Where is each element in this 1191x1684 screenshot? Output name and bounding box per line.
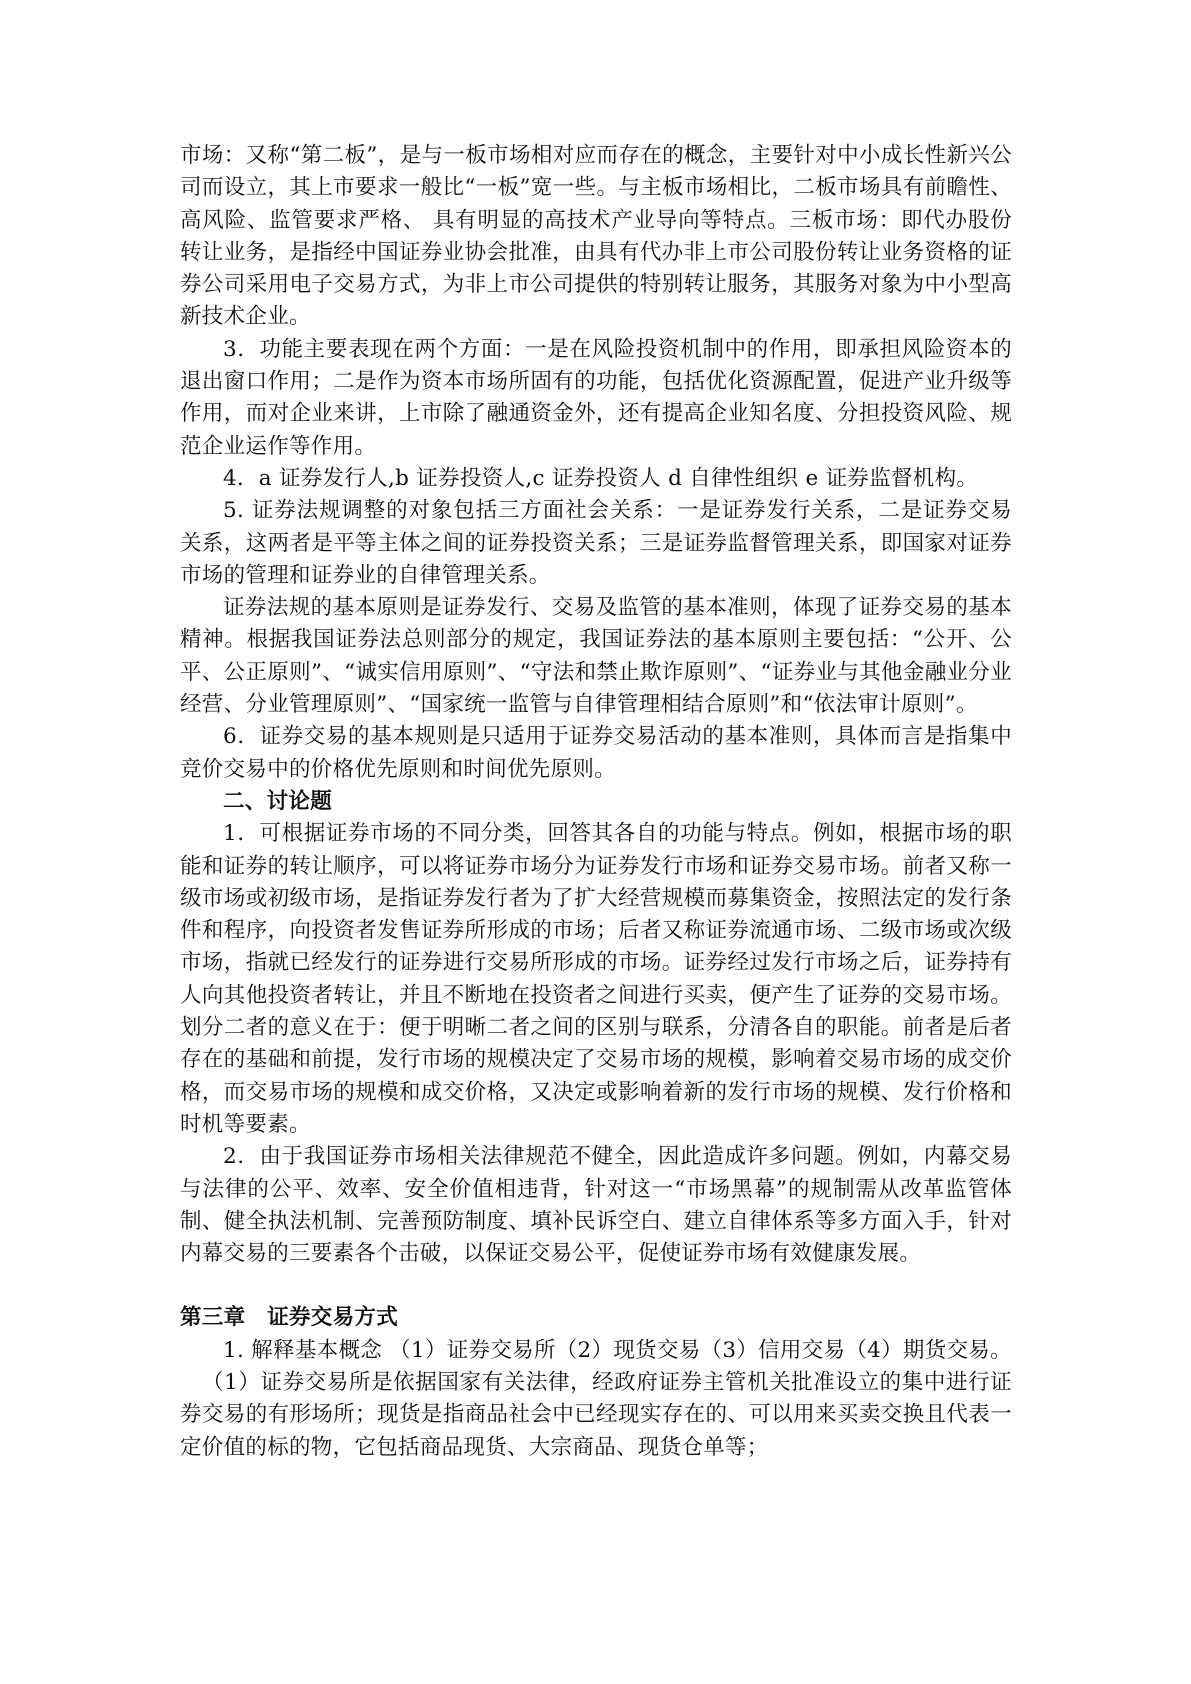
document-page	[180, 140, 1012, 1464]
paragraph-answer-3: 3．功能主要表现在两个方面：一是在风险投资机制中的作用，即承担风险资本的退出窗口作用；二是作为资本市场所固有的功能，包括优化资源配置，促进产业升级等作用，而对企业来讲，上市除了融通资金外，还有提高企业知名度、分担投资风险、规范企业运作等作用。	[180, 336, 1012, 459]
paragraph-answer-4: 4．a 证券发行人,b 证券投资人,c 证券投资人 d 自律性组织 e 证券监督机构。	[223, 465, 979, 491]
paragraph-discussion-1: 1．可根据证券市场的不同分类，回答其各自的功能与特点。例如，根据市场的职能和证券的转让顺序，可以将证券市场分为证券发行市场和证券交易市场。前者又称一级市场或初级市场，是指证券发行者为了扩大经营规模而募集资金，按照法定的发行条件和程序，向投资者发售证券所形成的市场；后者又称证券流通市场、二级市场或次级市场，指就已经发行的证券进行交易所形成的市场。证券经过发行市场之后，证券持有人向其他投资者转让，并且不断地在投资者之间进行买卖，便产生了证券的交易市场。划分二者的意义在于：便于明晰二者之间的区别与联系，分清各自的职能。前者是后者存在的基础和前提，发行市场的规模决定了交易市场的规模，影响着交易市场的成交价格，而交易市场的规模和成交价格，又决定或影响着新的发行市场的规模、发行价格和时机等要素。	[180, 821, 1012, 1137]
paragraph-basic-principles: 证券法规的基本原则是证券发行、交易及监管的基本准则，体现了证券交易的基本精神。根据我国证券法总则部分的规定，我国证券法的基本原则主要包括：“公开、公平、公正原则”、“诚实信用原则”、“守法和禁止欺诈原则”、“证券业与其他金融业分业经营、分业管理原则”、“国家统一监管与自律管理相结合原则”和“依法审计原则”。	[180, 595, 1012, 718]
chapter-heading: 第三章 证券交易方式	[180, 1305, 399, 1331]
paragraph-concepts-question: 1. 解释基本概念 （1）证券交易所（2）现货交易（3）信用交易（4）期货交易。	[223, 1337, 1012, 1363]
section-heading-discussion: 二、讨论题	[223, 788, 333, 814]
paragraph-concept-exchange: （1）证券交易所是依据国家有关法律，经政府证券主管机关批准设立的集中进行证券交易的有形场所；现货是指商品社会中已经现实存在的、可以用来买卖交换且代表一定价值的标的物，它包括商品现货、大宗商品、现货仓单等；	[180, 1369, 1012, 1460]
paragraph-board-markets: 市场：又称“第二板”，是与一板市场相对应而存在的概念，主要针对中小成长性新兴公司而设立，其上市要求一般比“一板”宽一些。与主板市场相比，二板市场具有前瞻性、高风险、监管要求严格、 具有明显的高技术产业导向等特点。三板市场：即代办股份转让业务，是指经中国证券业协会批准，由具有代办非上市公司股份转让业务资格的证券公司采用电子交易方式，为非上市公司提供的特别转让服务，其服务对象为中小型高新技术企业。	[180, 143, 1012, 330]
paragraph-answer-5: 5. 证券法规调整的对象包括三方面社会关系：一是证券发行关系，二是证券交易关系，这两者是平等主体之间的证券投资关系；三是证券监督管理关系，即国家对证券市场的管理和证券业的自律管理关系。	[180, 498, 1012, 588]
paragraph-discussion-2: 2．由于我国证券市场相关法律规范不健全，因此造成许多问题。例如，内幕交易与法律的公平、效率、安全价值相违背，针对这一“市场黑幕”的规制需从改革监管体制、健全执法机制、完善预防制度、填补民诉空白、建立自律体系等多方面入手，针对内幕交易的三要素各个击破，以保证交易公平，促使证券市场有效健康发展。	[180, 1144, 1012, 1267]
paragraph-answer-6: 6．证券交易的基本规则是只适用于证券交易活动的基本准则，具体而言是指集中竞价交易中的价格优先原则和时间优先原则。	[180, 724, 1012, 782]
